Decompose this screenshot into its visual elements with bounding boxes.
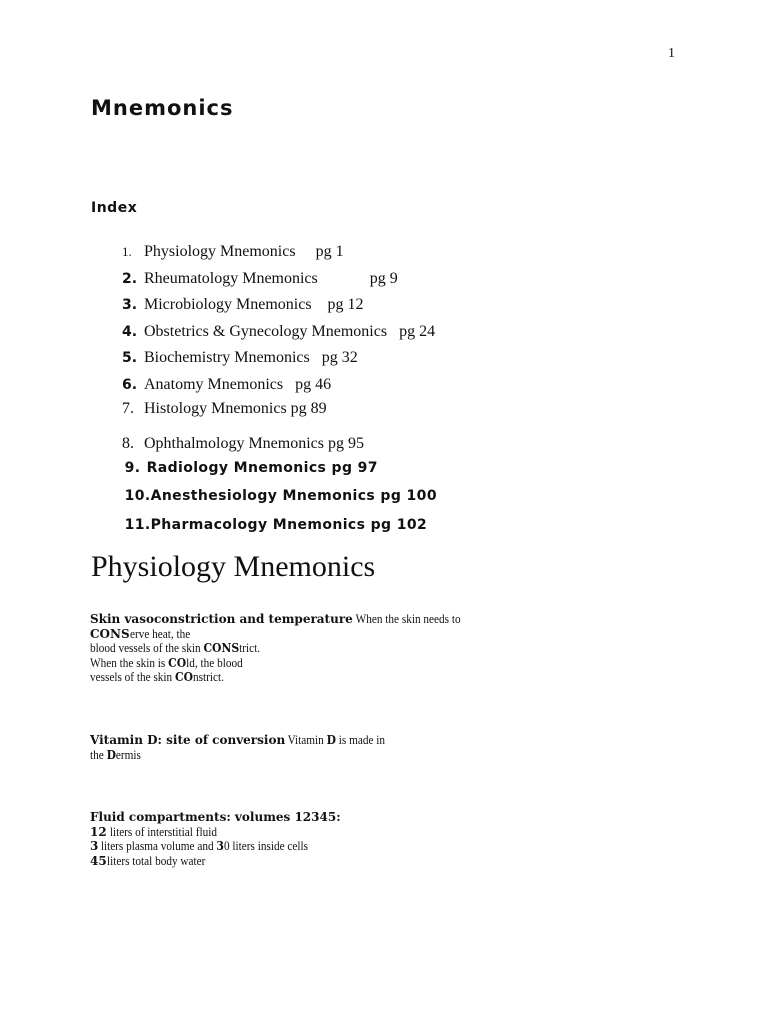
mnemonic-text: liters plasma volume and [98,839,217,854]
mnemonic-fluid-compartments [90,810,341,868]
mnemonic-heading: Fluid compartments: volumes 12345: [90,810,341,824]
index-item-label: Physiology Mnemonics pg 1 [144,243,344,260]
mnemonic-text: When the skin is [90,655,169,670]
index-item-label: Obstetrics & Gynecology Mnemonics pg 24 [144,323,436,340]
index-item-pharmacology[interactable] [114,501,427,533]
index-item-number: 9. [124,460,141,476]
mnemonic-text: blood vessels of the skin [90,641,204,656]
mnemonic-text: liters of interstitial fluid [106,824,217,839]
mnemonic-key-letters: 3 [216,839,225,854]
mnemonic-heading: Vitamin D: site of conversion [90,733,286,747]
index-item-label: Anesthesiology Mnemonics pg 100 [150,488,437,504]
mnemonic-vitamin-d [90,733,396,762]
index-item-label: Microbiology Mnemonics pg 12 [144,296,364,313]
mnemonic-text: the [90,747,107,762]
index-heading: Index [91,200,138,216]
index-item-number: 3. [122,297,138,313]
index-item-label: Histology Mnemonics pg 89 [144,400,327,417]
mnemonic-text: Vitamin [285,733,327,747]
mnemonic-text: ermis [115,747,141,762]
mnemonic-key-letters: 3 [90,839,99,854]
mnemonic-key-letters: CONS [90,626,130,641]
index-item-histology[interactable] [114,382,327,418]
mnemonic-key-letters: D [326,733,337,747]
index-item-label: Biochemistry Mnemonics pg 32 [144,349,358,366]
index-item-label: Anatomy Mnemonics pg 46 [144,376,332,393]
index-item-anesthesiology[interactable] [114,472,437,504]
index-item-label: Pharmacology Mnemonics pg 102 [150,517,428,533]
mnemonic-key-letters: D [106,747,116,762]
page-number: 1 [668,46,675,61]
mnemonic-key-letters: 45 [90,853,107,868]
index-item-label: Radiology Mnemonics pg 97 [146,460,378,476]
mnemonic-key-letters: CO [174,670,194,685]
mnemonic-heading: Skin vasoconstriction and temperature [90,612,353,626]
index-item-number: 1. [122,244,132,259]
index-item-number: 10. [124,488,151,504]
document-title: Mnemonics [91,96,234,120]
mnemonic-key-letters: 12 [90,824,107,839]
index-item-number: 8. [122,435,134,452]
index-item-number: 11. [124,517,151,533]
mnemonic-text: vessels of the skin [90,670,175,685]
mnemonic-text: When the skin needs to [352,612,461,626]
mnemonic-text: is made in [336,733,386,747]
mnemonic-skin-vasoconstriction [90,612,472,685]
mnemonic-text: ld, the blood [186,655,243,670]
mnemonic-text: nstrict. [193,670,224,685]
index-item-label: Rheumatology Mnemonics pg 9 [144,270,398,287]
mnemonic-text: trict. [239,641,261,656]
index-item-number: 5. [122,350,138,366]
mnemonic-text: liters total body water [106,853,206,868]
index-item-number: 4. [122,324,138,340]
section-title: Physiology Mnemonics [91,550,376,583]
index-item-number: 6. [122,377,138,393]
index-item-number: 2. [122,271,138,287]
mnemonic-text: 0 liters inside cells [224,839,309,854]
mnemonic-key-letters: CO [168,655,187,670]
mnemonic-text: erve heat, the [129,626,190,641]
mnemonic-key-letters: CONS [203,641,240,656]
index-item-number: 7. [122,400,134,417]
index-item-label: Ophthalmology Mnemonics pg 95 [144,435,364,452]
